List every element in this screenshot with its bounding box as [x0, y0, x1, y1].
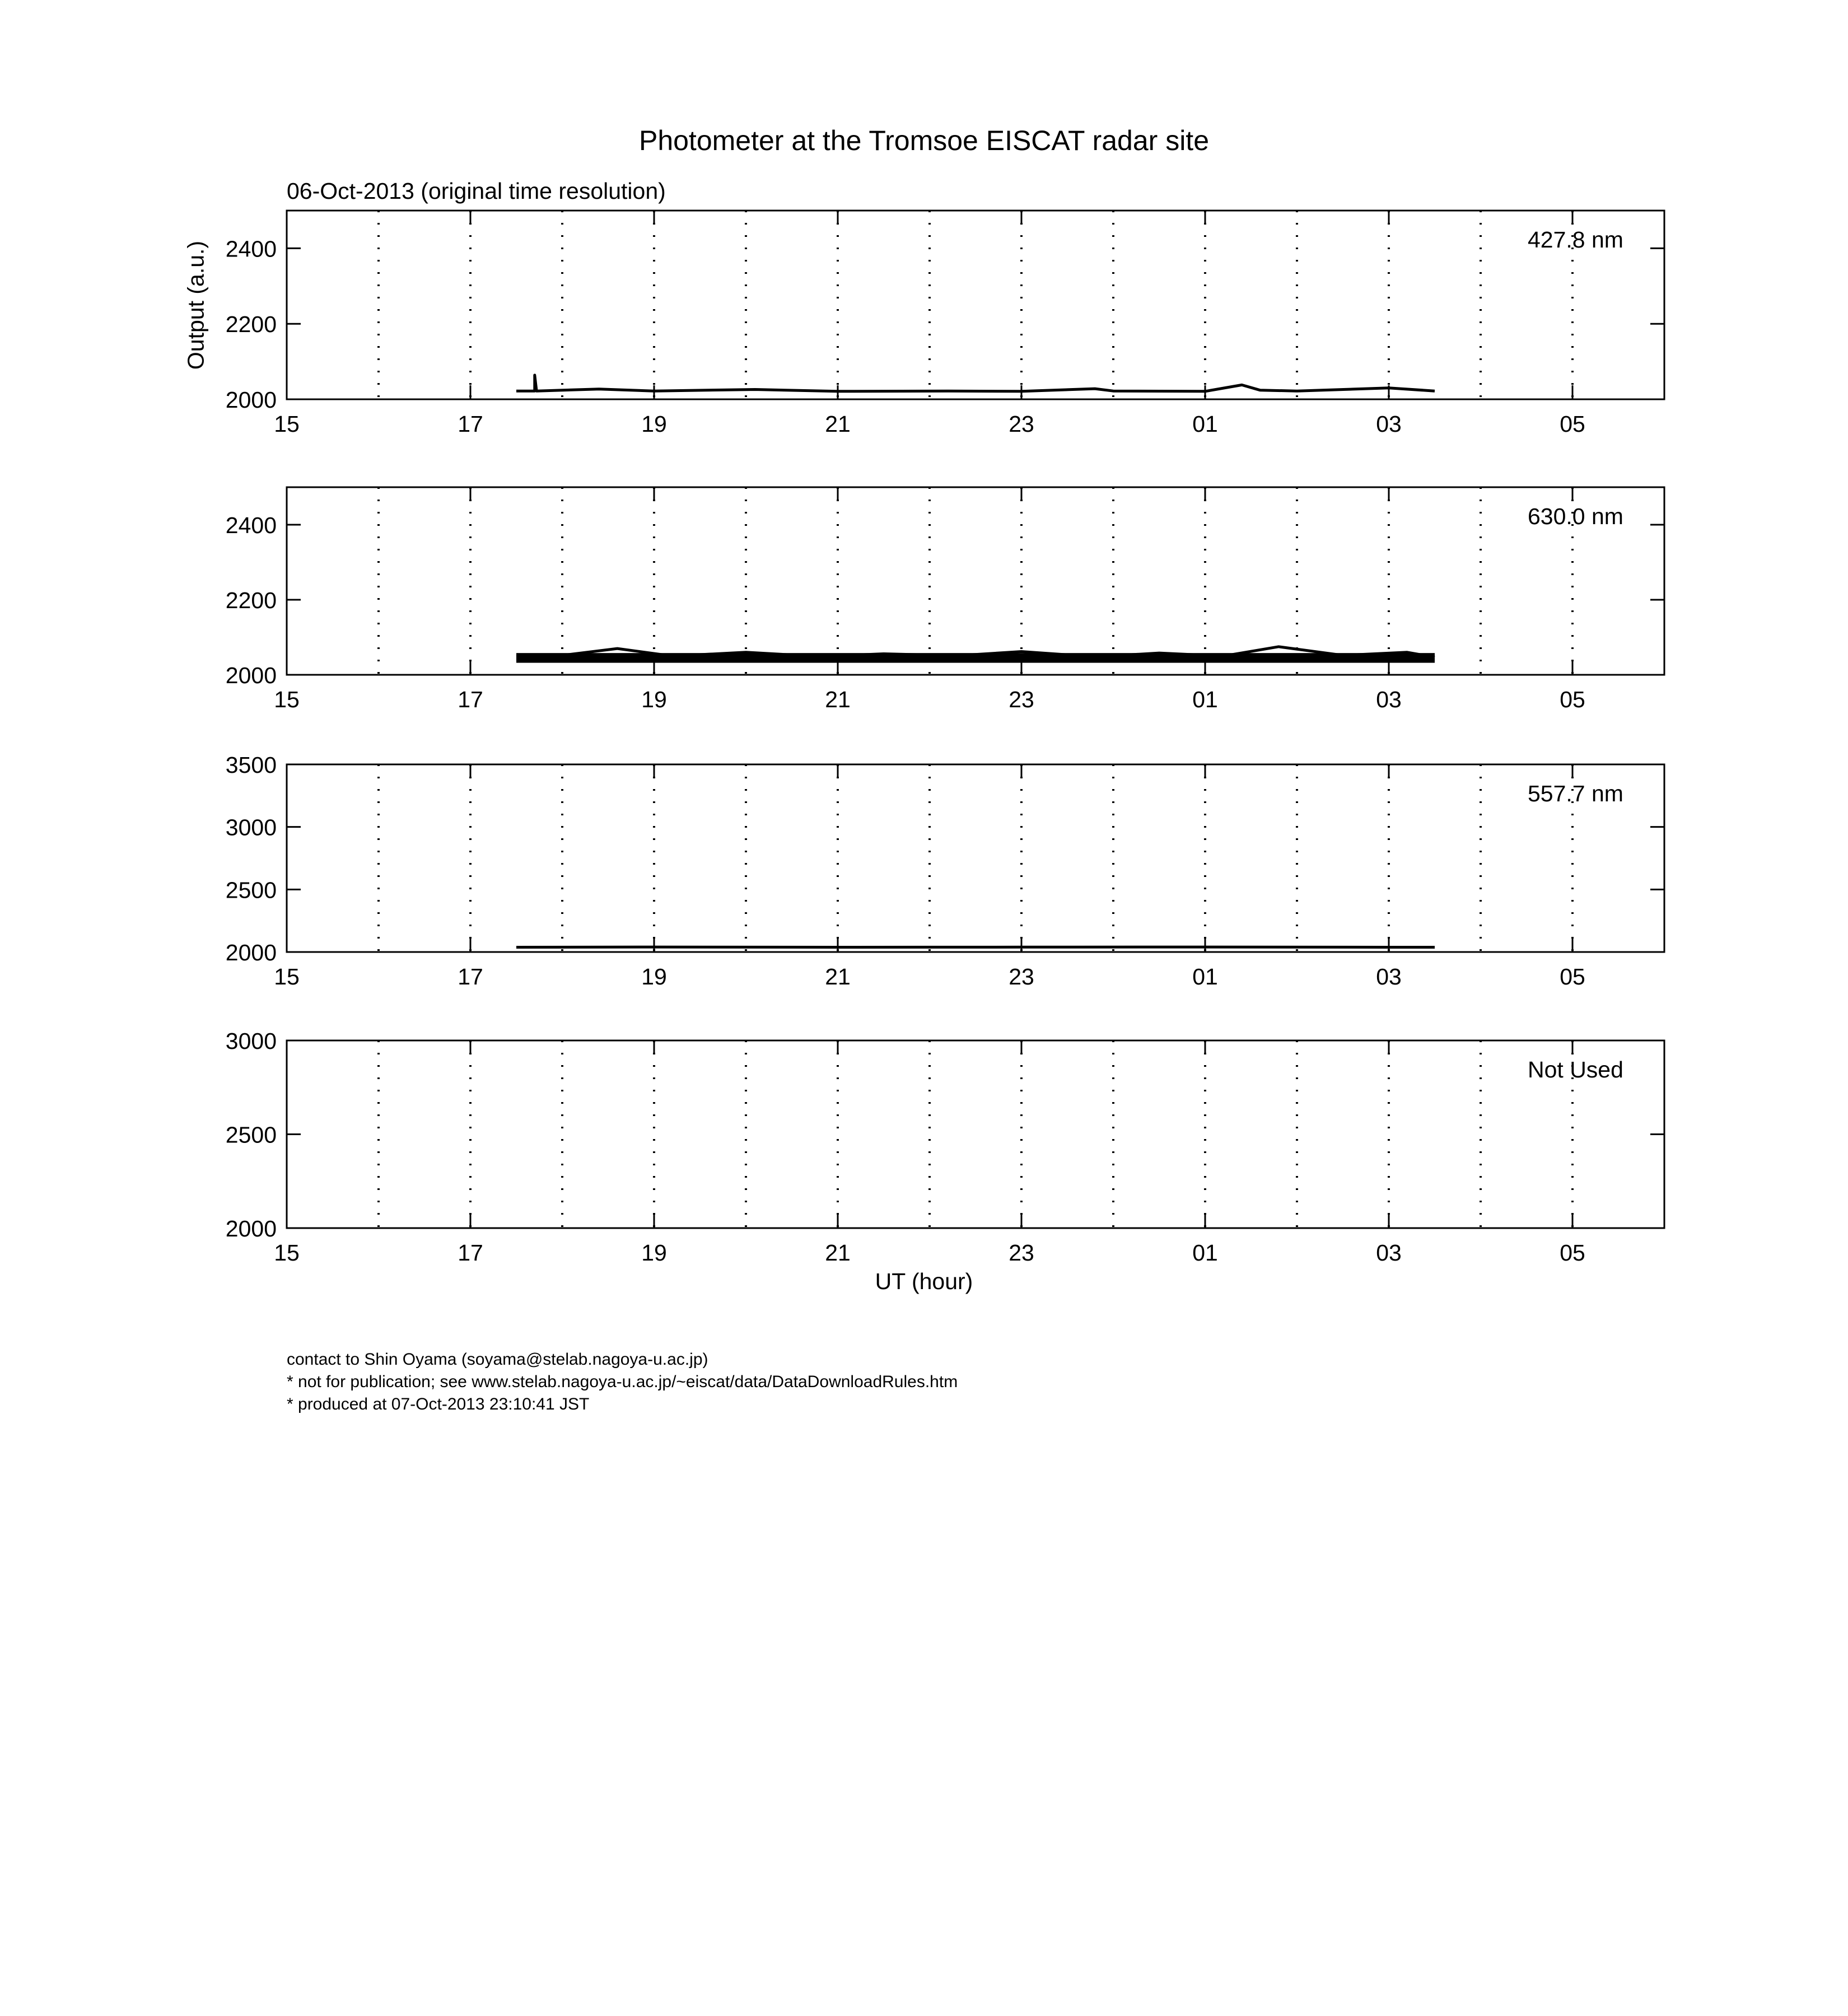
x-tick-label: 21 — [825, 964, 851, 990]
x-tick-label: 23 — [1009, 411, 1034, 437]
plot-frame — [287, 1040, 1664, 1228]
x-tick-label: 23 — [1009, 964, 1034, 990]
x-tick-label: 15 — [274, 964, 300, 990]
x-tick-label: 05 — [1560, 687, 1585, 712]
x-tick-label: 03 — [1376, 964, 1402, 990]
x-tick-label: 19 — [641, 1240, 667, 1266]
channel-label: 427.8 nm — [1528, 227, 1623, 253]
x-tick-label: 15 — [274, 687, 300, 712]
y-axis-label: Output (a.u.) — [183, 240, 209, 370]
x-tick-label: 21 — [825, 411, 851, 437]
x-tick-label: 15 — [274, 1240, 300, 1266]
plot-frame — [287, 764, 1664, 952]
x-tick-label: 01 — [1192, 1240, 1218, 1266]
y-tick-label: 2000 — [225, 1216, 277, 1242]
x-tick-label: 19 — [641, 687, 667, 712]
x-tick-label: 05 — [1560, 411, 1585, 437]
y-tick-label: 2400 — [225, 512, 277, 538]
x-tick-label: 03 — [1376, 1240, 1402, 1266]
x-tick-label: 19 — [641, 411, 667, 437]
channel-label: Not Used — [1528, 1057, 1623, 1082]
x-tick-label: 19 — [641, 964, 667, 990]
x-tick-label: 23 — [1009, 1240, 1034, 1266]
panel-1 — [226, 211, 1664, 437]
y-tick-label: 3000 — [225, 1028, 277, 1054]
footer-contact: contact to Shin Oyama (soyama@stelab.nagoya-u.ac.jp) — [287, 1350, 708, 1369]
y-tick-label: 2500 — [225, 877, 277, 903]
plot-frame — [287, 211, 1664, 399]
x-tick-label: 21 — [825, 1240, 851, 1266]
footer-notes — [287, 1348, 958, 1416]
y-tick-label: 2000 — [225, 387, 277, 413]
x-tick-label: 03 — [1376, 687, 1402, 712]
y-tick-label: 2500 — [225, 1122, 277, 1148]
y-tick-label: 2200 — [225, 587, 277, 613]
x-tick-label: 15 — [274, 411, 300, 437]
x-tick-label: 01 — [1192, 964, 1218, 990]
x-tick-label: 23 — [1009, 687, 1034, 712]
y-tick-label: 3000 — [225, 814, 277, 841]
chart-title: Photometer at the Tromsoe EISCAT radar site — [638, 125, 1210, 156]
x-tick-label: 01 — [1192, 411, 1218, 437]
footer-notice: * not for publication; see www.stelab.nagoya-u.ac.jp/~eiscat/data/DataDownloadRules.htm — [287, 1373, 958, 1391]
channel-label: 557.7 nm — [1528, 781, 1623, 806]
x-axis-label: UT (hour) — [875, 1268, 973, 1294]
x-tick-label: 03 — [1376, 411, 1402, 437]
y-tick-label: 2400 — [225, 236, 277, 262]
x-tick-label: 17 — [458, 1240, 483, 1266]
chart-subtitle: 06-Oct-2013 (original time resolution) — [287, 178, 666, 204]
panel-3 — [226, 752, 1664, 990]
y-tick-label: 2200 — [225, 311, 277, 338]
y-tick-label: 2000 — [225, 662, 277, 688]
panel-2 — [226, 487, 1664, 712]
x-tick-label: 05 — [1560, 964, 1585, 990]
x-tick-label: 17 — [458, 964, 483, 990]
channel-label: 630.0 nm — [1528, 503, 1623, 529]
y-tick-label: 3500 — [225, 752, 277, 778]
plot-frame — [287, 487, 1664, 675]
x-tick-label: 21 — [825, 687, 851, 712]
x-tick-label: 17 — [458, 687, 483, 712]
x-tick-label: 01 — [1192, 687, 1218, 712]
x-tick-label: 17 — [458, 411, 483, 437]
panel-4 — [226, 1028, 1664, 1266]
footer-produced: * produced at 07-Oct-2013 23:10:41 JST — [287, 1395, 590, 1413]
x-tick-label: 05 — [1560, 1240, 1585, 1266]
y-tick-label: 2000 — [225, 940, 277, 965]
